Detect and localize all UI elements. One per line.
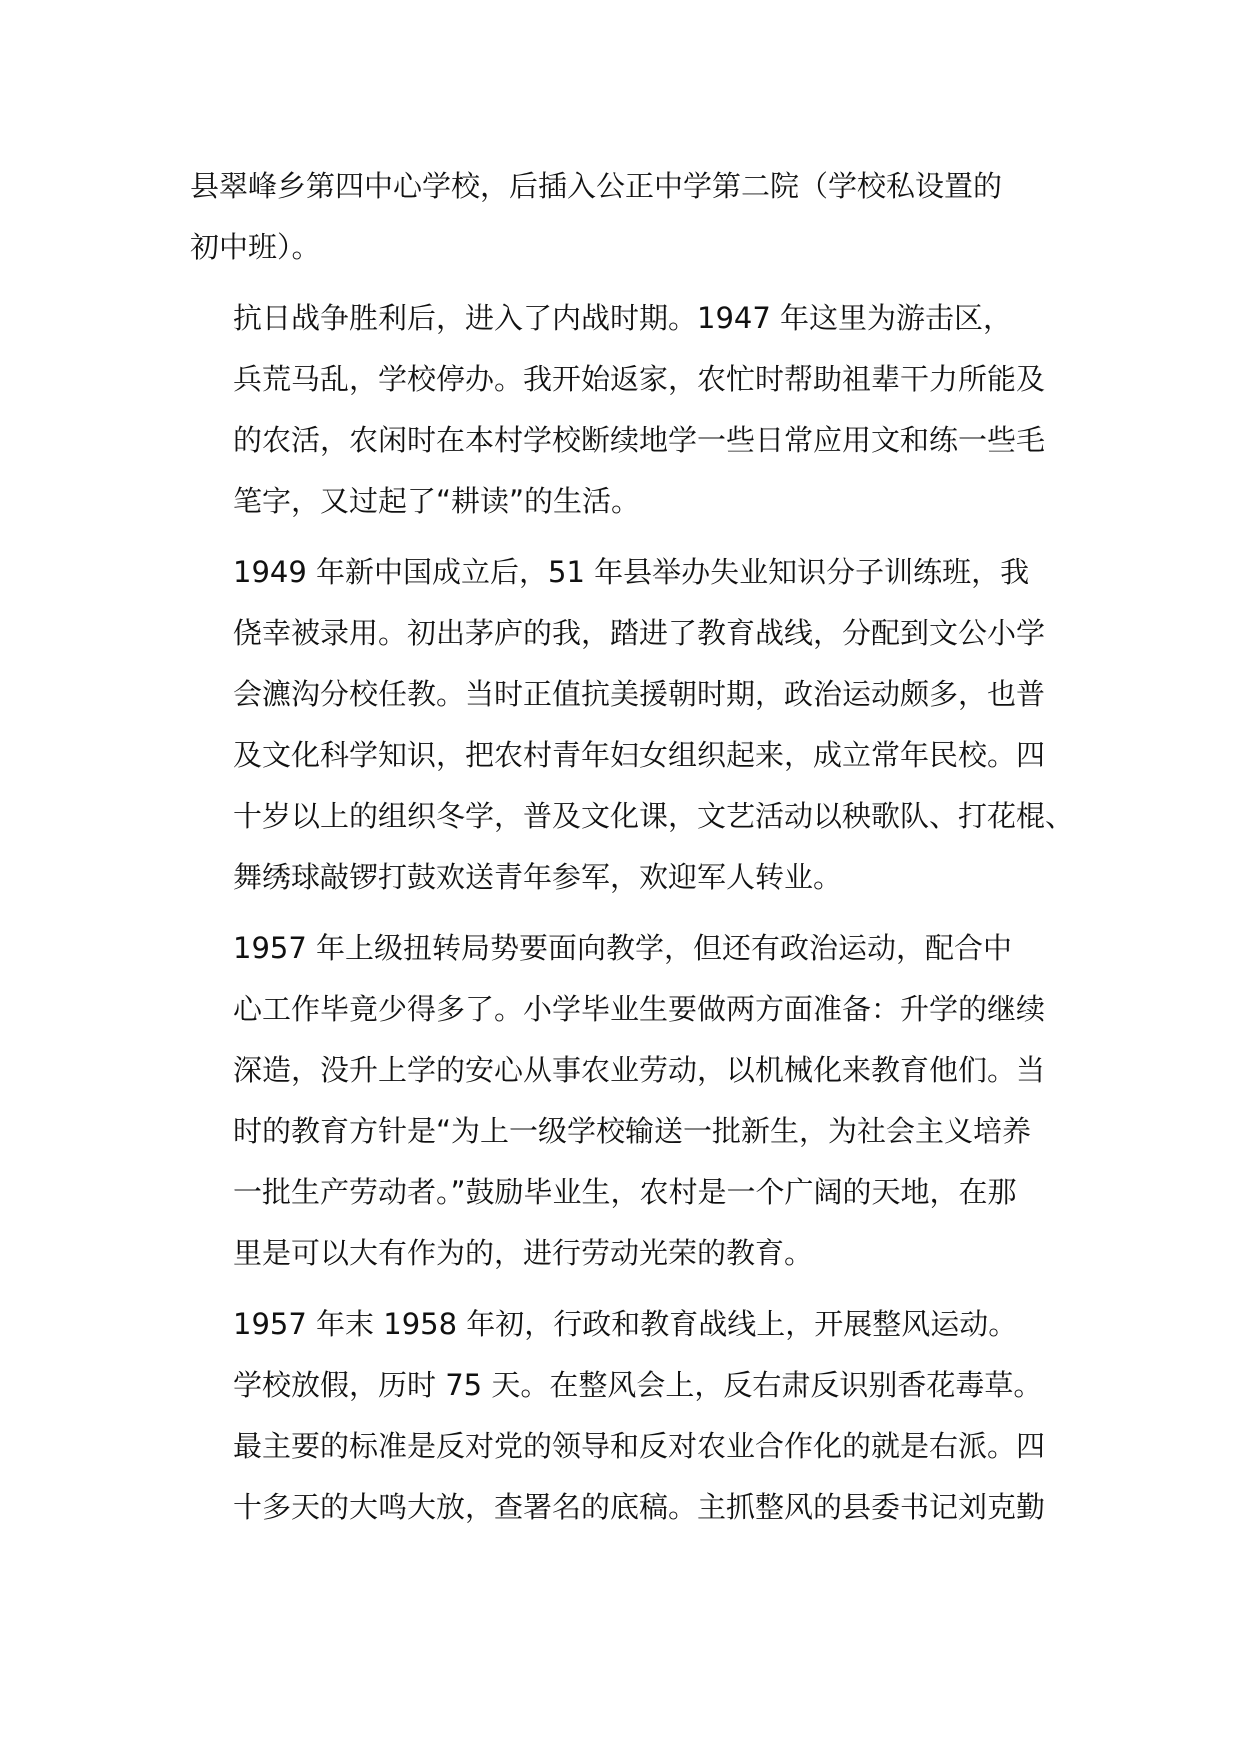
text-line: 学校放假，历时 75 天。在整风会上，反右肃反识别香花毒草。 [233, 1368, 1043, 1402]
text-line: 1957 年末 1958 年初，行政和教育战线上，开展整风运动。 [233, 1307, 1018, 1341]
text-line: 初中班）。 [190, 230, 321, 264]
text-line: 1949 年新中国成立后，51 年县举办失业知识分子训练班，我 [233, 555, 1030, 589]
text-line: 县翠峰乡第四中心学校，后插入公正中学第二院（学校私设置的 [190, 169, 1003, 203]
document-body [190, 156, 1075, 1548]
paragraph-rectification-movement [190, 1294, 1050, 1538]
text-line: 心工作毕竟少得多了。小学毕业生要做两方面准备：升学的继续 [233, 992, 1046, 1026]
paragraph-civil-war-period [190, 288, 1050, 532]
text-line: 1957 年上级扭转局势要面向教学，但还有政治运动，配合中 [233, 931, 1013, 965]
paragraph-1957-education-policy [190, 918, 1050, 1284]
text-line: 里是可以大有作为的，进行劳动光荣的教育。 [233, 1236, 814, 1270]
text-line: 时的教育方针是“为上一级学校输送一批新生，为社会主义培养 [233, 1114, 1032, 1148]
text-line: 及文化科学知识，把农村青年妇女组织起来，成立常年民校。四 [233, 738, 1046, 772]
paragraph-new-china-teaching [190, 542, 1075, 908]
text-line: 的农活，农闲时在本村学校断续地学一些日常应用文和练一些毛 [233, 423, 1046, 457]
text-line: 侥幸被录用。初出茅庐的我，踏进了教育战线，分配到文公小学 [233, 616, 1046, 650]
text-line: 十多天的大鸣大放，查署名的底稿。主抓整风的县委书记刘克勤 [233, 1490, 1046, 1524]
text-line: 抗日战争胜利后，进入了内战时期。1947 年这里为游击区， [233, 301, 1013, 335]
text-line: 兵荒马乱，学校停办。我开始返家，农忙时帮助祖辈干力所能及 [233, 362, 1046, 396]
text-line: 笔字，又过起了“耕读”的生活。 [233, 484, 641, 518]
text-line: 最主要的标准是反对党的领导和反对农业合作化的就是右派。四 [233, 1429, 1046, 1463]
text-line: 会瀌沟分校任教。当时正值抗美援朝时期，政治运动颇多，也普 [233, 677, 1046, 711]
text-line: 十岁以上的组织冬学，普及文化课，文艺活动以秧歌队、打花棍、 [233, 799, 1075, 833]
text-line: 舞绣球敲锣打鼓欢送青年参军，欢迎军人转业。 [233, 860, 843, 894]
paragraph-school-continuation [190, 156, 1050, 278]
text-line: 一批生产劳动者。”鼓励毕业生，农村是一个广阔的天地，在那 [233, 1175, 1017, 1209]
text-line: 深造，没升上学的安心从事农业劳动，以机械化来教育他们。当 [233, 1053, 1046, 1087]
